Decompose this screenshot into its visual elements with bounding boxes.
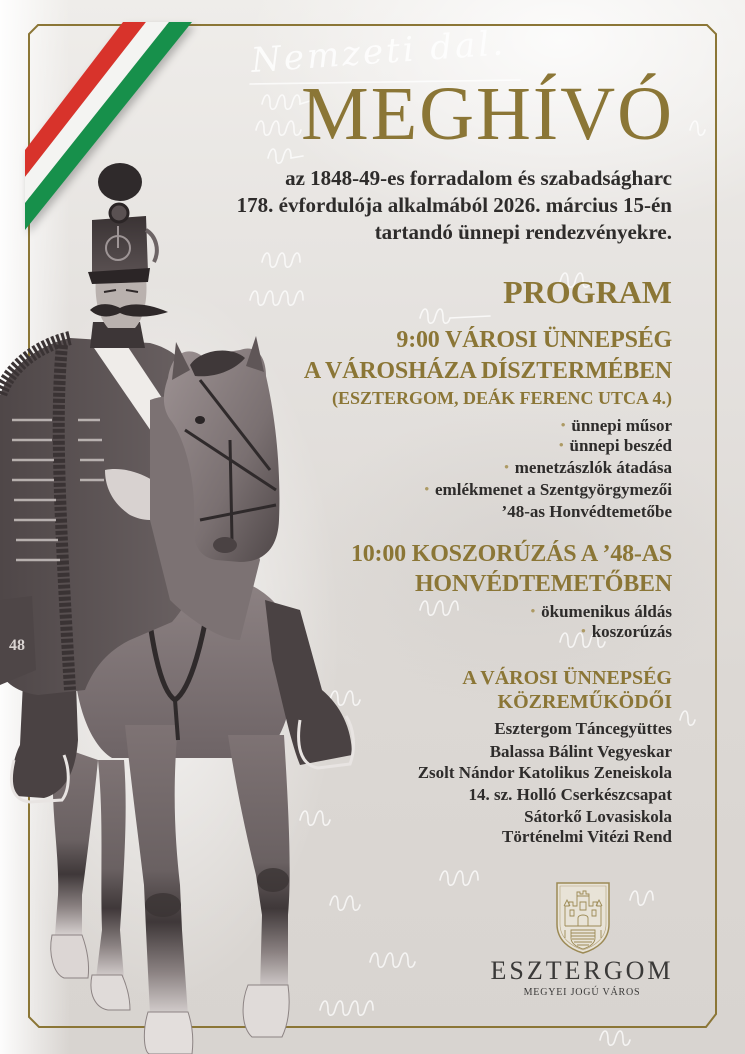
program-heading: PROGRAM <box>503 274 672 310</box>
contributor-name: Sátorkő Lovasiskola <box>524 807 672 826</box>
bullet-icon: • <box>424 481 430 496</box>
event-heading: HONVÉDTEMETŐBEN <box>414 571 672 597</box>
list-item-label: ökumenikus áldás <box>541 602 672 621</box>
contributors-heading: KÖZREMŰKÖDŐI <box>497 691 672 713</box>
event-heading: 10:00 KOSZORÚZÁS A ’48-AS <box>350 541 672 567</box>
event-location: (ESZTERGOM, DEÁK FERENC UTCA 4.) <box>331 388 672 408</box>
sabretache-number: 48 <box>9 637 25 654</box>
event-heading: A VÁROSHÁZA DÍSZTERMÉBEN <box>303 358 672 384</box>
list-item <box>531 603 672 620</box>
intro-line: tartandó ünnepi rendezvényekre. <box>374 220 672 244</box>
contributor-name: Történelmi Vitézi Rend <box>502 827 672 846</box>
list-item-label: menetzászlók átadása <box>514 458 672 477</box>
list-item-label: emlékmenet a Szentgyörgymezői <box>435 480 672 499</box>
contributor-name: Zsolt Nándor Katolikus Zeneiskola <box>417 763 672 782</box>
city-name: ESZTERGOM <box>490 956 674 985</box>
page-title: MEGHÍVÓ <box>301 72 674 156</box>
intro-line: az 1848-49-es forradalom és szabadságharc <box>285 166 672 190</box>
bullet-icon: • <box>581 623 586 638</box>
city-subtitle: MEGYEI JOGÚ VÁROS <box>523 987 641 998</box>
event-heading: 9:00 VÁROSI ÜNNEPSÉG <box>396 327 672 353</box>
list-item <box>504 459 672 476</box>
bullet-icon: • <box>530 603 536 618</box>
bullet-icon: • <box>558 437 564 452</box>
bullet-icon: • <box>560 417 566 432</box>
list-item <box>424 481 672 498</box>
intro-line: 178. évfordulója alkalmából 2026. március 15-én <box>236 193 672 217</box>
coat-of-arms-icon <box>556 882 610 954</box>
tricolor-ribbon <box>0 0 220 260</box>
script-title-text: Nemzeti dal. <box>249 23 508 81</box>
horse-front-legs <box>125 725 290 1054</box>
list-item <box>561 417 672 434</box>
bullet-icon: • <box>504 459 509 474</box>
list-item <box>559 437 672 454</box>
contributor-name: Esztergom Táncegyüttes <box>494 719 672 738</box>
list-item <box>581 623 672 640</box>
list-item-label: ünnepi beszéd <box>569 436 672 455</box>
list-item-continuation: ’48-as Honvédtemetőbe <box>501 502 672 521</box>
contributor-name: 14. sz. Holló Cserkészcsapat <box>468 785 672 804</box>
list-item-label: koszorúzás <box>591 622 672 641</box>
list-item-label: ünnepi műsor <box>571 416 672 435</box>
contributor-name: Balassa Bálint Vegyeskar <box>489 742 672 761</box>
contributors-heading: A VÁROSI ÜNNEPSÉG <box>462 667 672 689</box>
